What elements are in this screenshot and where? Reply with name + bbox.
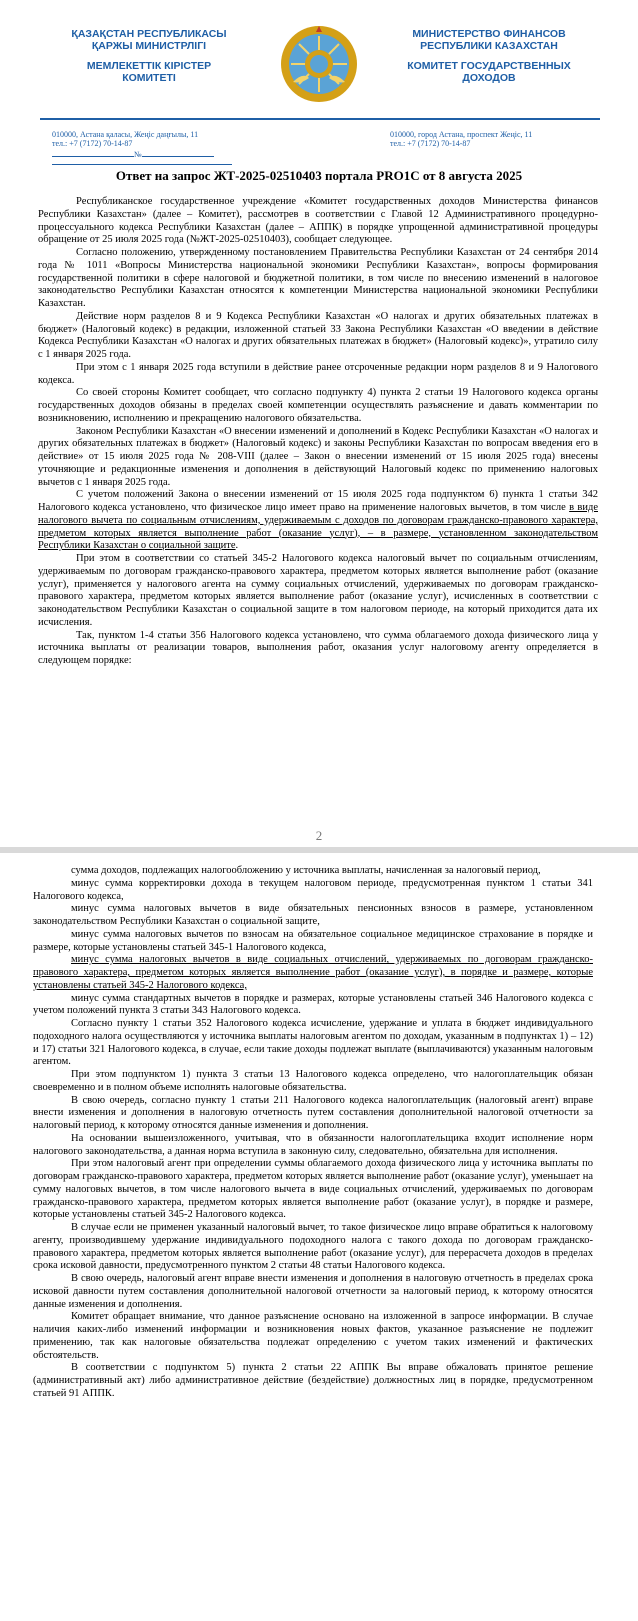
paragraph: В случае если не применен указанный налоговый вычет, то такое физическое лицо вправе обратиться к налоговому агенту, производившему удержание индивидуального подоходного налога с такого дохода по договорам гражданско-правового характера, предметом которых является выполнение работ (оказание услуг), для перерасчета доходов в пределах срока исковой давности, предусмотренного пунктом 2 статьи 48 статьи Налогового кодекса. (33, 1222, 593, 1272)
header-line: КОМИТЕТ ГОСУДАРСТВЕННЫХ (407, 60, 571, 72)
document-page-2 (0, 853, 638, 1621)
header-line: ҚАРЖЫ МИНИСТРЛІГІ (91, 40, 207, 52)
paragraph: сумма доходов, подлежащих налогообложению у источника выплаты, начисленная за налоговый период, (71, 865, 541, 876)
paragraph: В соответствии с подпунктом 5) пункта 2 статьи 22 АППК Вы вправе обжаловать принятое решение (административный акт) либо административное действие (бездействие) должностных лиц в порядке, предусмотренном статьей 91 АППК. (33, 1362, 593, 1399)
registration-number-line (52, 148, 214, 159)
paragraph: При этом подпунктом 1) пункта 3 статьи 13 Налогового кодекса определено, что налогоплательщик обязан своевременно и в полном объеме исполнять налоговые обязательства. (33, 1069, 593, 1093)
paragraph (38, 489, 598, 553)
paragraph-text: С учетом положений Закона о внесении изменений от 15 июля 2025 года подпунктом 6) пункта 1 статьи 342 Налогового кодекса установлено, что физическое лицо имеет право на применение налоговых вычетов, в том числе (38, 489, 598, 513)
paragraph: минус сумма стандартных вычетов в порядке и размерах, которые установлены статьей 346 Налогового кодекса с учетом положений пункта 3 статьи 343 Налогового кодекса. (33, 992, 593, 1017)
paragraph-underlined: минус сумма налоговых вычетов в виде социальных отчислений, удерживаемых по договорам гражданско-правового характера, предметом которых является выполнение работ (оказание услуг), в порядке и размере, которые установлены статьей 345-2 Налогового кодекса, (33, 954, 593, 991)
phone-line: тел.: +7 (7172) 70-14-87 (390, 139, 471, 148)
paragraph: В свою очередь, согласно пункту 1 статьи 211 Налогового кодекса налогоплательщик (налоговый агент) вправе внести изменения и дополнения в налоговую отчетность путем составления дополнительной налоговой отчетности за налоговый период, к которому относятся данные изменения и дополнения. (33, 1094, 593, 1131)
body-page-1 (38, 196, 598, 668)
document-title: Ответ на запрос ЖТ-2025-02510403 портала PRO1C от 8 августа 2025 (115, 168, 523, 183)
body-page-2 (33, 865, 593, 1401)
address-line: 010000, Астана қаласы, Жеңіс даңғылы, 11 (52, 130, 199, 139)
address-right (390, 130, 532, 148)
header-line: РЕСПУБЛИКИ КАЗАХСТАН (420, 40, 558, 52)
header-line: МИНИСТЕРСТВО ФИНАНСОВ (412, 28, 566, 40)
header-line: ДОХОДОВ (462, 72, 516, 84)
page-number: 2 (315, 828, 323, 843)
paragraph: минус сумма налоговых вычетов в виде обязательных пенсионных взносов в размере, установленном законодательством Республики Казахстан о социальной защите, (33, 903, 593, 927)
paragraph: При этом налоговый агент при определении суммы облагаемого дохода физического лица у источника выплаты по договорам гражданско-правового характера, предметом которых является выполнение работ (оказание услуг), уменьшает на сумму налоговых вычетов, в том числе налогового вычета в виде социальных отчислений, удерживаемых по договорам гражданско-правового характера, предметом которых является выполнение работ (оказание услуг), в порядке и размере, которые установлены статьей 345-2 Налогового кодекса. (33, 1158, 593, 1221)
paragraph: Действие норм разделов 8 и 9 Кодекса Республики Казахстан «О налогах и других обязательных платежах в бюджет» (Налоговый кодекс) в редакции, изложенной статьей 33 Закона Республики Казахстан «О введении в действие Кодекса Республики Казахстан «О налогах и других обязательных платежах в бюджет» (Налоговый кодекс)», утратило силу с 1 января 2025 года. (38, 310, 598, 360)
paragraph: Законом Республики Казахстан «О внесении изменений и дополнений в Кодекс Республики Казахстан «О налогах и других обязательных платежах в бюджет» (Налоговый кодекс) и законы Республики Казахстан по вопросам введения его в действие» от 15 июля 2025 года № 208-VIII (далее – Закон о внесении изменений от 15 июля 2025 года) внесены уточняющие и редакционные изменения и дополнения в действующий Налоговый кодекс по применению налоговых вычетов с 1 января 2025 года. (38, 425, 598, 488)
paragraph: В свою очередь, налоговый агент вправе внести изменения и дополнения в налоговую отчетность в пределах срока исковой давности путем составления дополнительной налоговой отчетности за налоговый период, к которому относятся данные изменения и дополнения. (33, 1273, 593, 1310)
header-line: МЕМЛЕКЕТТІК КІРІСТЕР (86, 60, 212, 72)
paragraph: Так, пунктом 1-4 статьи 356 Налогового кодекса установлено, что сумма облагаемого дохода физического лица у источника выплаты от реализации товаров, выполнения работ, оказания услуг налоговому агенту определяется в следующем порядке: (38, 629, 598, 666)
letterhead-right-russian (370, 28, 608, 84)
underlined-text: в виде налогового вычета по социальным отчислениям, удерживаемым с доходов по договорам гражданско-правового характера, предметом которых является выполнение работ (оказание услуг), – в размере, установленном законодательством Республики Казахстан о социальной защите (38, 502, 598, 552)
paragraph: Согласно положению, утвержденному постановлением Правительства Республики Казахстан от 24 сентября 2014 года № 1011 «Вопросы Министерства национальной экономики Республики Казахстан», вопросы формирования государственной политики в сфере налоговой и бюджетной политики, в том числе по внесению изменений в налоговое законодательство Республики Казахстан относятся к компетенции Министерства национальной экономики Республики Казахстан. (38, 247, 598, 309)
paragraph: При этом с 1 января 2025 года вступили в действие ранее отсроченные редакции норм разделов 8 и 9 Налогового кодекса. (38, 361, 598, 386)
header-divider (40, 118, 600, 120)
paragraph: При этом в соответствии со статьей 345-2 Налогового кодекса налоговый вычет по социальным отчислениям, удерживаемым по договорам гражданско-правового характера, предметом которых является выполнение работ (оказание услуг), применяется у налогового агента на сумму социальных отчислений, удерживаемых по договорам гражданско-правового характера, предметом которых является выполнение работ (оказание услуг), исчисленных в соответствии с законодательством Республики Казахстан о социальной защите в том налоговом периоде, на который приходится дата их исчисления. (38, 553, 598, 628)
letterhead-left-kazakh (30, 28, 268, 84)
paragraph: Согласно пункту 1 статьи 352 Налогового кодекса исчисление, удержание и уплата в бюджет индивидуального подоходного налога осуществляются у источника выплаты налоговым агентом по доходам, указанным в подпунктах 1) – 12) и 17) статьи 321 Налогового кодекса, в случае, если такие доходы подлежат выплате (выплачиваются) указанным налоговым агентом. (33, 1018, 593, 1068)
address-left (52, 130, 198, 148)
paragraph: На основании вышеизложенного, учитывая, что в обязанности налогоплательщика входит исполнение норм налогового законодательства, а данная норма вступила в законную силу, следовательно, обязательна для исполнения. (33, 1132, 593, 1157)
paragraph: Со своей стороны Комитет сообщает, что согласно подпункту 4) пункта 2 статьи 19 Налогового кодекса органы государственных доходов обязаны в пределах своей компетенции осуществлять разъяснение и давать комментарии по возникновению, исполнению и прекращению налогового обязательства. (38, 387, 598, 424)
letterhead (0, 14, 638, 164)
paragraph: минус сумма налоговых вычетов по взносам на обязательное социальное медицинское страхование в порядке и размере, которые установлены статьей 345-1 Налогового кодекса, (33, 928, 593, 953)
address-line: 010000, город Астана, проспект Жеңіс, 11 (390, 130, 533, 139)
paragraph: Комитет обращает внимание, что данное разъяснение основано на изложенной в запросе информации. В случае наличия каких-либо изменений информации и возникновения новых фактов, указанное разъяснение не подлежит применению, так как налоговые обязательства подлежат определению с учетом таких изменений и фактических обстоятельств. (33, 1311, 593, 1361)
number-sign: № (134, 150, 142, 159)
paragraph: Республиканское государственное учреждение «Комитет государственных доходов Министерства финансов Республики Казахстан» (далее – Комитет), рассмотрев в соответствии с Главой 12 Административного процедурно-процессуального кодекса Республики Казахстан (далее – АППК) в порядке упрощенной административной процедуры обращение от 25 июля 2025 года (№ЖТ-2025-02510403), сообщает следующее. (38, 196, 598, 246)
phone-line: тел.: +7 (7172) 70-14-87 (52, 139, 133, 148)
registration-date-line (52, 164, 232, 165)
paragraph: минус сумма корректировки дохода в текущем налоговом периоде, предусмотренная пунктом 1 статьи 341 Налогового кодекса, (33, 877, 593, 902)
state-emblem-icon (279, 24, 359, 104)
header-line: ҚАЗАҚСТАН РЕСПУБЛИКАСЫ (71, 28, 227, 40)
paragraph-text: . (235, 540, 239, 552)
header-line: КОМИТЕТІ (122, 72, 176, 84)
